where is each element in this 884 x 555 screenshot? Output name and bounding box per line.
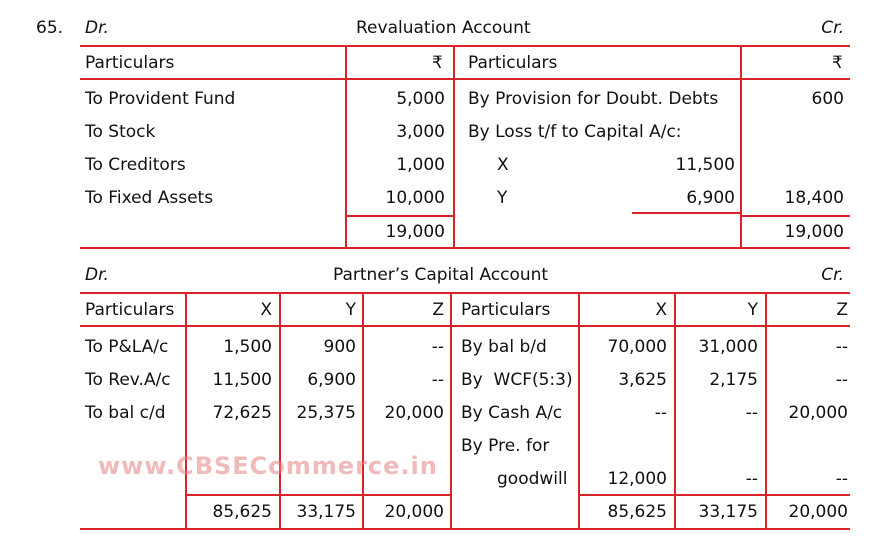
capital-debit-z-3: 20,000	[384, 403, 444, 423]
capital-title: Partner’s Capital Account	[333, 265, 549, 285]
revaluation-total-rule-right	[740, 215, 850, 217]
capital-debit-x-1: 1,500	[223, 337, 272, 357]
revaluation-credit-particulars-4: Y	[497, 188, 508, 208]
capital-credit-x-5: 12,000	[607, 469, 667, 489]
capital-total-left-y: 33,175	[296, 502, 356, 522]
capital-credit-y-2: 2,175	[709, 370, 758, 390]
capital-credit-particulars-3: By Cash A/c	[461, 403, 563, 423]
revaluation-debit-amount-4: 10,000	[385, 188, 445, 208]
capital-debit-z-1: --	[431, 337, 444, 357]
capital-header-y-left: Y	[345, 300, 356, 320]
capital-total-right-x: 85,625	[607, 502, 667, 522]
capital-header-rule	[80, 325, 850, 327]
revaluation-cr-label: Cr.	[821, 18, 844, 38]
revaluation-header-particulars-left: Particulars	[85, 53, 175, 73]
capital-credit-particulars-2: By WCF(5:3)	[461, 370, 573, 390]
capital-credit-z-1: --	[835, 337, 848, 357]
revaluation-total-rule-left	[345, 215, 455, 217]
capital-credit-x-3: --	[654, 403, 667, 423]
question-number: 65.	[36, 18, 64, 38]
revaluation-debit-particulars-3: To Creditors	[85, 155, 186, 175]
revaluation-credit-particulars-1: By Provision for Doubt. Debts	[468, 89, 719, 109]
capital-cr-label: Cr.	[821, 265, 844, 285]
revaluation-col-divider-3	[740, 45, 742, 248]
capital-debit-particulars-2: To Rev.A/c	[85, 370, 171, 390]
capital-header-particulars-right: Particulars	[461, 300, 551, 320]
capital-header-x-left: X	[260, 300, 272, 320]
capital-credit-x-2: 3,625	[618, 370, 667, 390]
capital-total-left-x: 85,625	[212, 502, 272, 522]
capital-credit-y-1: 31,000	[698, 337, 758, 357]
capital-debit-z-2: --	[431, 370, 444, 390]
watermark: www.CBSECommerce.in	[98, 452, 438, 480]
revaluation-credit-inner-3: 11,500	[675, 155, 735, 175]
capital-debit-x-2: 11,500	[212, 370, 272, 390]
revaluation-debit-particulars-2: To Stock	[85, 122, 156, 142]
revaluation-dr-label: Dr.	[85, 18, 109, 38]
capital-dr-label: Dr.	[85, 265, 109, 285]
capital-debit-y-2: 6,900	[307, 370, 356, 390]
capital-header-z-right: Z	[836, 300, 848, 320]
revaluation-header-rupee-right: ₹	[832, 53, 843, 73]
revaluation-credit-inner-4: 6,900	[686, 188, 735, 208]
capital-credit-particulars-5: goodwill	[497, 469, 568, 489]
capital-bottom-rule	[80, 528, 850, 530]
revaluation-header-particulars-right: Particulars	[468, 53, 558, 73]
capital-header-particulars-left: Particulars	[85, 300, 175, 320]
capital-credit-z-5: --	[835, 469, 848, 489]
capital-credit-z-2: --	[835, 370, 848, 390]
revaluation-debit-amount-1: 5,000	[396, 89, 445, 109]
revaluation-debit-particulars-4: To Fixed Assets	[85, 188, 214, 208]
revaluation-debit-amount-3: 1,000	[396, 155, 445, 175]
revaluation-col-divider-1	[345, 45, 347, 248]
capital-total-right-z: 20,000	[788, 502, 848, 522]
capital-top-rule	[80, 292, 850, 294]
revaluation-total-right: 19,000	[784, 222, 844, 242]
revaluation-header-rule	[80, 78, 850, 80]
capital-total-rule-right	[578, 494, 850, 496]
capital-credit-y-3: --	[745, 403, 758, 423]
capital-total-left-z: 20,000	[384, 502, 444, 522]
revaluation-title: Revaluation Account	[356, 18, 531, 38]
capital-header-y-right: Y	[747, 300, 758, 320]
revaluation-debit-particulars-1: To Provident Fund	[85, 89, 236, 109]
capital-credit-z-3: 20,000	[788, 403, 848, 423]
capital-total-rule-left	[185, 494, 452, 496]
capital-header-z-left: Z	[432, 300, 444, 320]
revaluation-header-rupee-left: ₹	[432, 53, 443, 73]
capital-header-x-right: X	[655, 300, 667, 320]
capital-debit-x-3: 72,625	[212, 403, 272, 423]
revaluation-credit-amount-1: 600	[811, 89, 844, 109]
revaluation-total-left: 19,000	[385, 222, 445, 242]
revaluation-subtotal-rule	[632, 212, 740, 214]
capital-total-right-y: 33,175	[698, 502, 758, 522]
revaluation-debit-amount-2: 3,000	[396, 122, 445, 142]
capital-credit-x-1: 70,000	[607, 337, 667, 357]
capital-credit-particulars-1: By bal b/d	[461, 337, 547, 357]
capital-debit-particulars-3: To bal c/d	[85, 403, 166, 423]
capital-credit-y-5: --	[745, 469, 758, 489]
revaluation-credit-amount-4: 18,400	[784, 188, 844, 208]
capital-debit-particulars-1: To P&LA/c	[85, 337, 169, 357]
revaluation-col-divider-2	[453, 45, 455, 248]
revaluation-credit-particulars-3: X	[497, 155, 509, 175]
capital-debit-y-1: 900	[323, 337, 356, 357]
capital-credit-particulars-4: By Pre. for	[461, 436, 550, 456]
revaluation-top-rule	[80, 45, 850, 47]
capital-debit-y-3: 25,375	[296, 403, 356, 423]
revaluation-bottom-rule	[80, 247, 850, 249]
revaluation-credit-particulars-2: By Loss t/f to Capital A/c:	[468, 122, 682, 142]
